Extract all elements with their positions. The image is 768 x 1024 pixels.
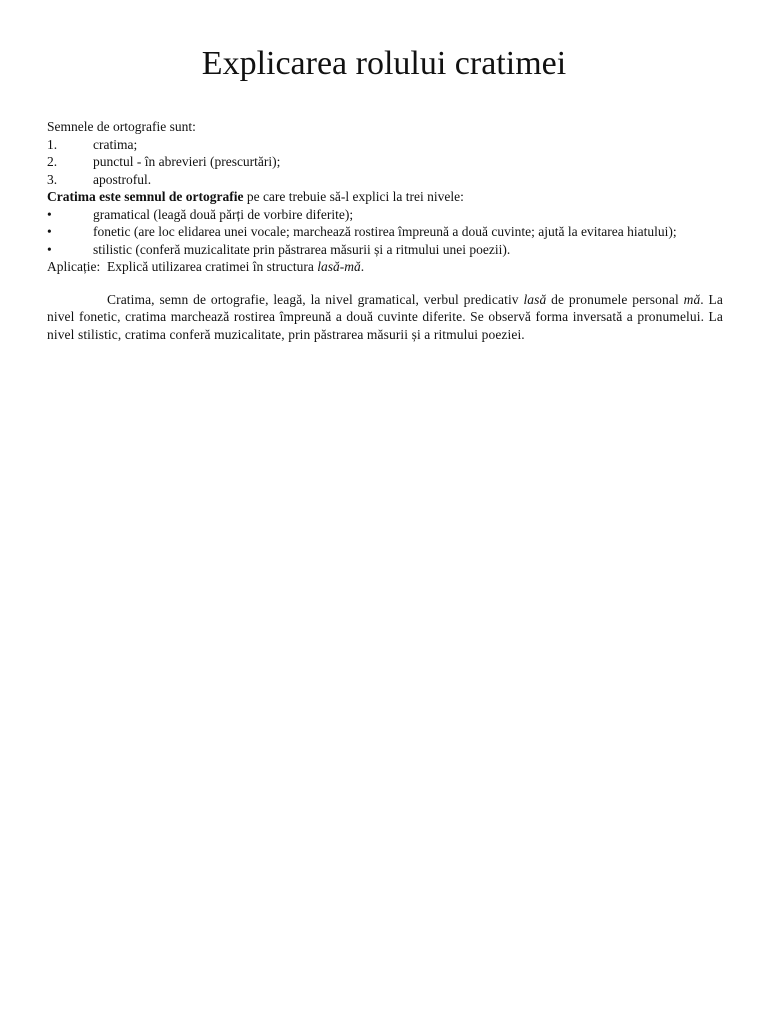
list-item [47, 136, 723, 154]
definition-rest: pe care trebuie să-l explici la trei nivele: [243, 189, 464, 204]
list-item-text: stilistic (conferă muzicalitate prin păstrarea măsurii și a ritmului unei poezii). [93, 241, 511, 257]
application-end: . [360, 259, 365, 274]
list-marker: 1. [47, 136, 58, 152]
bullet-icon: • [47, 224, 52, 239]
intro-line: Semnele de ortografie sunt: [47, 119, 196, 134]
list-item [47, 153, 723, 171]
list-item [47, 171, 723, 189]
list-item-text: fonetic (are loc elidarea unei vocale; marchează rostirea împreună a două cuvinte; ajută la evitarea hiatului); [93, 224, 677, 239]
definition-line [47, 188, 723, 206]
list-item [47, 223, 723, 241]
list-item-text: cratima; [93, 136, 138, 152]
application-example: lasă-mă [317, 259, 361, 274]
page-title: Explicarea rolului cratimei [201, 45, 567, 82]
answer-part2: de pronumele personal [546, 291, 684, 307]
numbered-list [47, 136, 723, 189]
answer-verb: lasă [523, 291, 547, 307]
list-item [47, 206, 723, 224]
list-marker: 2. [47, 154, 58, 169]
list-item-text: gramatical (leagă două părți de vorbire diferite); [93, 206, 354, 222]
list-item [47, 241, 723, 259]
application-line [47, 258, 723, 276]
answer-paragraph [47, 291, 723, 344]
application-text: Explică utilizarea cratimei în structura [100, 259, 318, 274]
list-item-text: apostroful. [93, 171, 152, 187]
bullet-icon: • [47, 206, 52, 222]
answer-part3: . La nivel fonetic, cratima marchează rostirea împreună a două cuvinte diferite. Se observă forma inversată a pronumelui. La nivel stilistic, cratima conferă muzicalitate, prin păstrarea măsurii și a ritmului poeziei. [47, 291, 723, 342]
document-body [47, 118, 723, 343]
list-item-text: punctul - în abrevieri (prescurtări); [93, 154, 281, 169]
answer-pronoun: mă [683, 291, 701, 307]
list-marker: 3. [47, 171, 58, 187]
answer-part1: Cratima, semn de ortografie, leagă, la nivel gramatical, verbul predicativ [107, 291, 524, 307]
bullet-icon: • [47, 241, 52, 257]
bullet-list [47, 206, 723, 259]
application-label: Aplicație: [47, 259, 101, 274]
definition-bold: Cratima este semnul de ortografie [47, 189, 244, 204]
